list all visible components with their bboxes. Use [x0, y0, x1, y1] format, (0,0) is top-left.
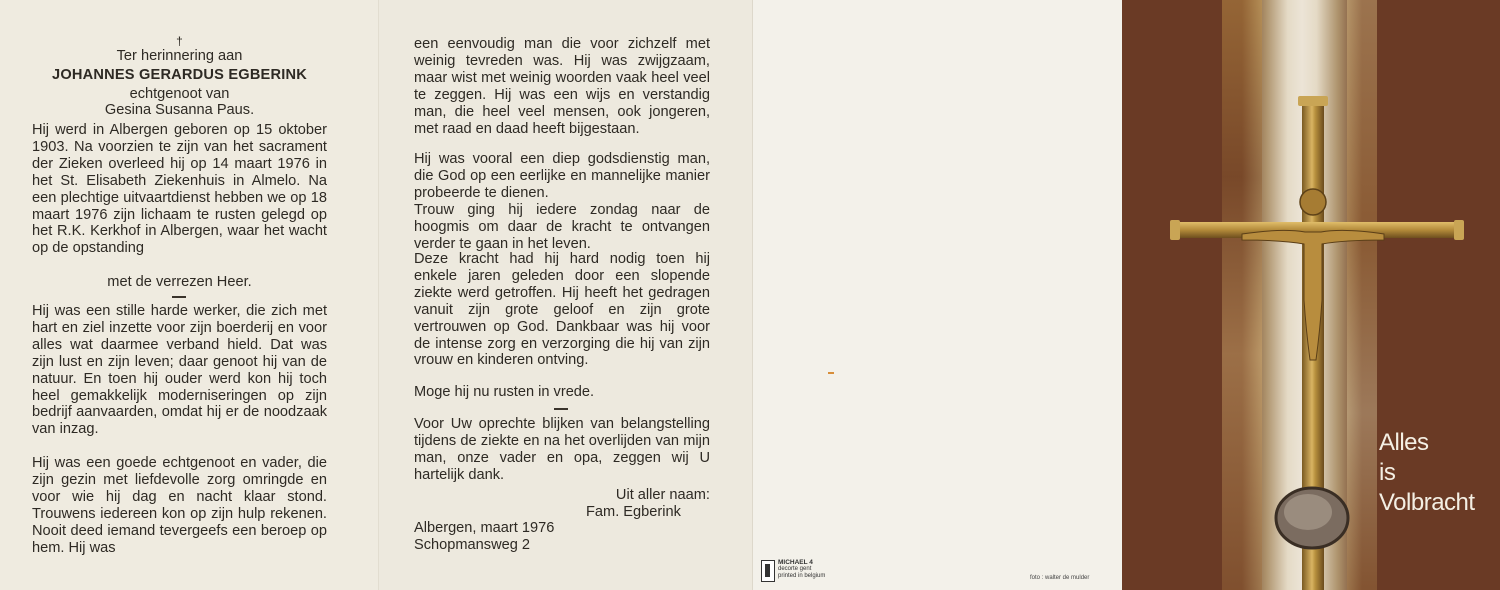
panel-front-cover: [1122, 0, 1500, 590]
signature-line-2: Fam. Egberink: [586, 504, 681, 520]
biography-paragraph-7: Deze kracht had hij hard nodig toen hij enkele jaren geleden door een slopende ziekte werd getroffen. Hij heeft het gedragen vanuit zijn grote geloof en zijn grote vertrouwen op God. Dankbaar was hij voor de intense zorg en verzorging die hij van zijn vrouw en kinderen ontving.: [414, 251, 710, 369]
printer-mark: [778, 559, 825, 580]
biography-paragraph-6: Trouw ging hij iedere zondag naar de hoogmis om daar de kracht te ontvangen verder te gaan in het leven.: [414, 202, 710, 252]
biography-paragraph-3: Hij was een goede echtgenoot en vader, die zijn gezin met liefdevolle zorg omringde en voor wie hij dag en nacht klaar stond. Trouwens iedereen kon op zijn hulp rekenen. Nooit deed iemand tevergeefs een beroep op hem. Hij was: [32, 455, 327, 556]
rest-in-peace-line: Moge hij nu rusten in vrede.: [414, 384, 595, 400]
biography-paragraph-1: Hij werd in Albergen geboren op 15 oktober 1903. Na voorzien te zijn van het sacrament der Zieken overleed hij op 14 maart 1976 in het St. Elisabeth Ziekenhuis in Almelo. Na een plechtige uitvaartdienst hebben we op 18 maart 1976 zijn lichaam te rusten gelegd op het R.K. Kerkhof in Albergen, waar het wacht op de opstanding: [32, 122, 327, 257]
biography-paragraph-5: Hij was vooral een diep godsdienstig man, die God op een eerlijke en mannelijke manier probeerde te dienen.: [414, 151, 710, 201]
printer-logo-icon: [761, 560, 775, 582]
place-date: Albergen, maart 1976: [414, 520, 555, 536]
signature-line-1: Uit aller naam:: [615, 487, 710, 503]
spouse-line-1: echtgenoot van: [129, 86, 230, 102]
spouse-line-2: Gesina Susanna Paus.: [104, 102, 255, 118]
photo-credit: foto : walter de mulder: [1030, 575, 1090, 581]
divider-dash: [554, 408, 568, 410]
biography-paragraph-4: een eenvoudig man die voor zichzelf met weinig tevreden was. Hij was zwijgzaam, maar wist met weinig woorden vaak heel veel te zeggen. Hij was een wijs en verstandig man, die heel veel mensen, ook jongeren, met raad en daad heeft bijgestaan.: [414, 36, 710, 137]
panel-left: [0, 0, 378, 590]
cover-title-line-1: Alles: [1379, 429, 1429, 456]
panel-middle: [378, 0, 752, 590]
panel-back-blank: [752, 0, 1122, 590]
printer-line-3: printed in belgium: [778, 573, 826, 579]
deceased-name: JOHANNES GERARDUS EGBERINK: [52, 67, 307, 83]
cover-title: [1379, 428, 1499, 518]
cover-title-line-2: is: [1379, 459, 1396, 486]
cross-symbol: †: [176, 34, 183, 48]
cover-title-line-3: Volbracht: [1379, 489, 1475, 516]
printer-name: MICHAEL 4: [778, 559, 813, 566]
biography-paragraph-1-end: met de verrezen Heer.: [107, 274, 252, 290]
biography-paragraph-2: Hij was een stille harde werker, die zich met hart en ziel inzette voor zijn boerderij en voor alles wat daarmee verband hield. Dat was zijn lust en zijn leven; daar genoot hij van de natuur. En toen hij ouder werd kon hij toch heel gemakkelijk moderniseringen op zijn bedrijf aanvaarden, omdat hij er de noodzaak van inzag.: [32, 303, 327, 438]
divider-dash: [172, 296, 186, 298]
intro-line: Ter herinnering aan: [116, 48, 243, 64]
thanks-paragraph: Voor Uw oprechte blijken van belangstelling tijdens de ziekte en na het overlijden van mijn man, onze vader en opa, zeggen wij U hartelijk dank.: [414, 416, 710, 483]
paper-speck: [828, 372, 834, 374]
printer-line-2: decorte gent: [778, 566, 812, 572]
address: Schopmansweg 2: [414, 537, 531, 553]
